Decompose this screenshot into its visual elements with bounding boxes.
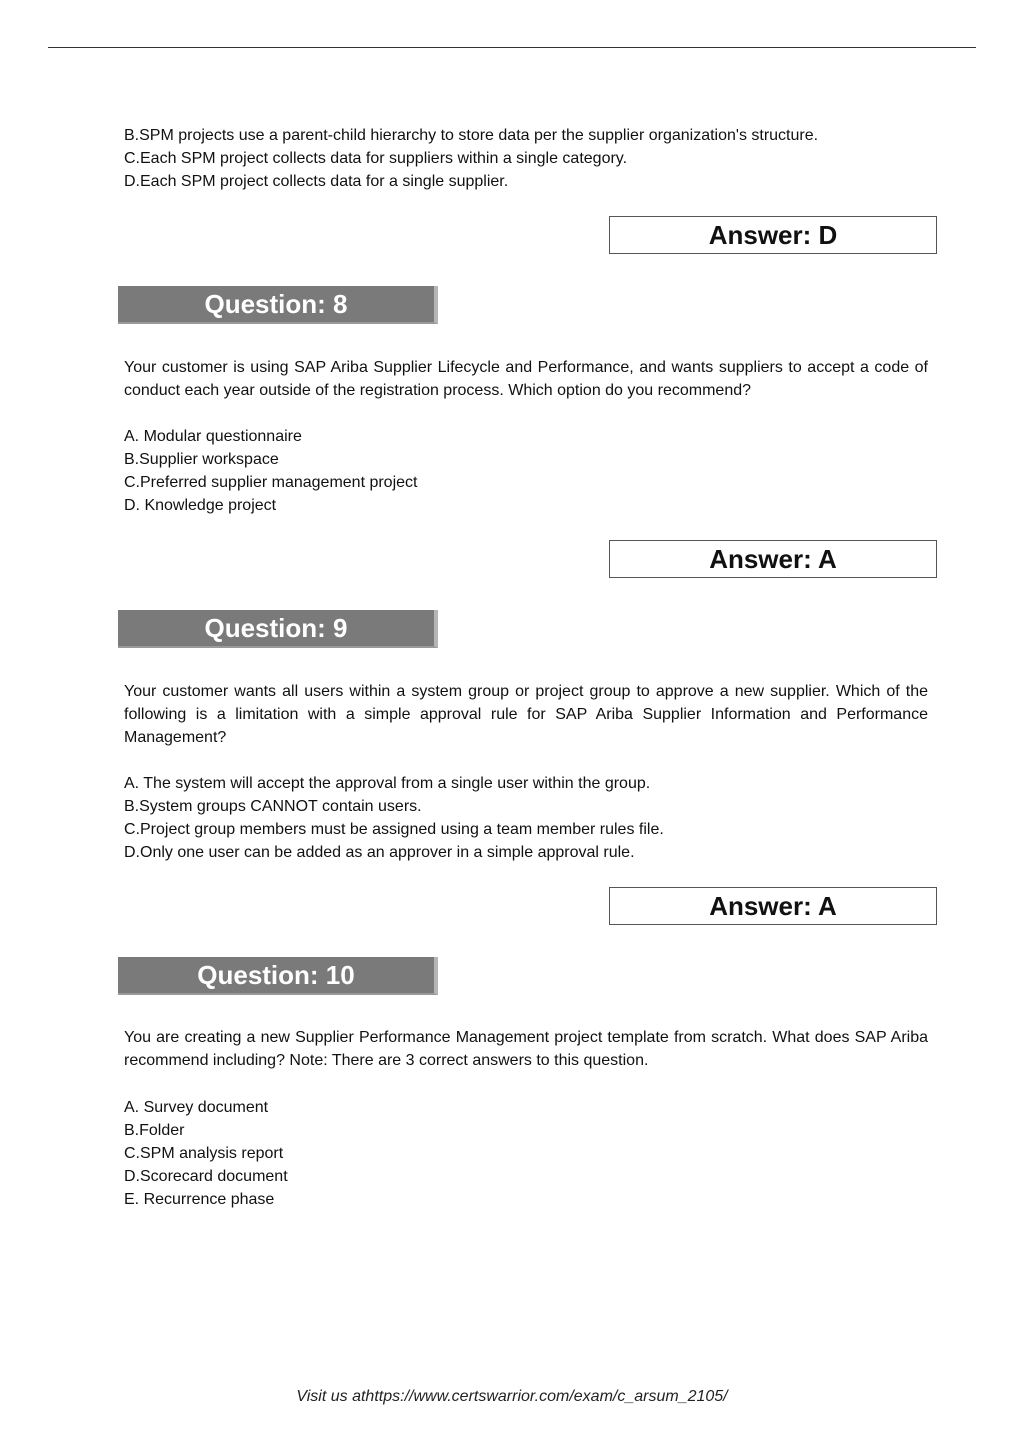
- question-8-text: Your customer is using SAP Ariba Supplier Lifecycle and Performance, and wants suppliers to accept a code of conduct each year outside of the registration process. Which option do you recommend?: [124, 359, 928, 399]
- question-8-options: [124, 425, 928, 517]
- option-c: C.SPM analysis report: [124, 1145, 284, 1162]
- option-c: C.Each SPM project collects data for suppliers within a single category.: [124, 150, 628, 167]
- option-d: D.Each SPM project collects data for a single supplier.: [124, 173, 509, 190]
- question-9-options: [124, 772, 928, 864]
- option-e: E. Recurrence phase: [124, 1191, 275, 1208]
- option-b: B.SPM projects use a parent-child hierarchy to store data per the supplier organization's structure.: [124, 127, 819, 144]
- option-b: B.System groups CANNOT contain users.: [124, 798, 422, 815]
- question-10-banner: Question: 10: [118, 957, 438, 995]
- option-a: A. The system will accept the approval from a single user within the group.: [124, 775, 651, 792]
- question-8-banner: Question: 8: [118, 286, 438, 324]
- option-b: B.Supplier workspace: [124, 451, 279, 468]
- footer-link[interactable]: Visit us athttps://www.certswarrior.com/exam/c_arsum_2105/: [296, 1388, 728, 1405]
- option-d: D.Scorecard document: [124, 1168, 288, 1185]
- question-10-options: [124, 1096, 928, 1211]
- option-d: D.Only one user can be added as an approver in a simple approval rule.: [124, 844, 635, 861]
- question-10-text: You are creating a new Supplier Performance Management project template from scratch. What does SAP Ariba recommend including? Note: There are 3 correct answers to this question.: [124, 1029, 928, 1069]
- question-9-banner: Question: 9: [118, 610, 438, 648]
- option-d: D. Knowledge project: [124, 497, 277, 514]
- question-9-text: Your customer wants all users within a system group or project group to approve a new supplier. Which of the following is a limitation with a simple approval rule for SAP Ariba Supplier Information and Performance Management?: [124, 683, 928, 746]
- header-rule: [48, 47, 976, 48]
- option-a: A. Survey document: [124, 1099, 269, 1116]
- question-7-options: [124, 124, 928, 193]
- option-a: A. Modular questionnaire: [124, 428, 302, 445]
- option-b: B.Folder: [124, 1122, 185, 1139]
- option-c: C.Preferred supplier management project: [124, 474, 418, 491]
- answer-box-8: Answer: A: [609, 540, 937, 578]
- answer-box-7: Answer: D: [609, 216, 937, 254]
- answer-box-9: Answer: A: [609, 887, 937, 925]
- option-c: C.Project group members must be assigned using a team member rules file.: [124, 821, 664, 838]
